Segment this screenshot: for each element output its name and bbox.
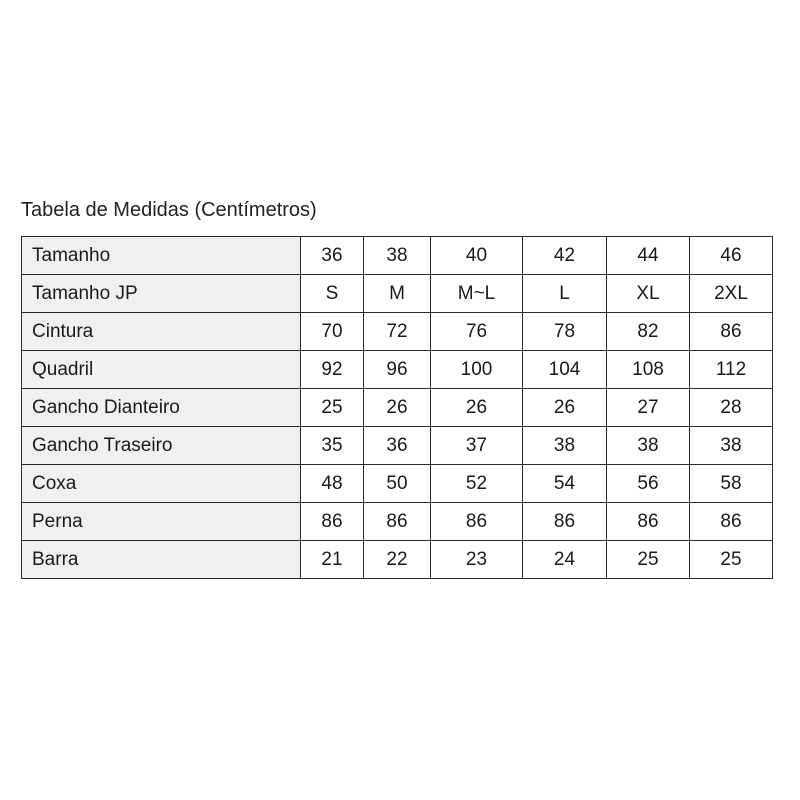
row-label: Tamanho JP: [22, 275, 301, 313]
row-label: Tamanho: [22, 237, 301, 275]
table-cell: 26: [523, 389, 607, 427]
table-cell: 26: [431, 389, 523, 427]
table-cell: 56: [607, 465, 690, 503]
table-cell: 27: [607, 389, 690, 427]
table-row: [22, 351, 773, 389]
table-cell: 86: [690, 503, 773, 541]
table-cell: 78: [523, 313, 607, 351]
table-cell: 38: [364, 237, 431, 275]
table-cell: 2XL: [690, 275, 773, 313]
table-cell: 58: [690, 465, 773, 503]
table-cell: 48: [301, 465, 364, 503]
table-cell: 72: [364, 313, 431, 351]
table-cell: 37: [431, 427, 523, 465]
table-cell: 22: [364, 541, 431, 579]
table-row: [22, 427, 773, 465]
table-row: [22, 465, 773, 503]
table-cell: 26: [364, 389, 431, 427]
size-chart-table: [21, 236, 773, 579]
table-cell: 23: [431, 541, 523, 579]
table-row: [22, 237, 773, 275]
table-cell: 82: [607, 313, 690, 351]
row-label: Coxa: [22, 465, 301, 503]
table-cell: 92: [301, 351, 364, 389]
table-cell: 36: [364, 427, 431, 465]
table-cell: L: [523, 275, 607, 313]
table-cell: 86: [607, 503, 690, 541]
table-cell: 100: [431, 351, 523, 389]
table-cell: 44: [607, 237, 690, 275]
table-cell: 24: [523, 541, 607, 579]
table-cell: 42: [523, 237, 607, 275]
table-cell: 36: [301, 237, 364, 275]
table-cell: M: [364, 275, 431, 313]
table-cell: 35: [301, 427, 364, 465]
table-cell: 25: [301, 389, 364, 427]
table-cell: 86: [431, 503, 523, 541]
table-cell: XL: [607, 275, 690, 313]
table-cell: 46: [690, 237, 773, 275]
table-cell: 112: [690, 351, 773, 389]
table-caption: Tabela de Medidas (Centímetros): [21, 199, 317, 221]
table-cell: S: [301, 275, 364, 313]
table-cell: 86: [301, 503, 364, 541]
table-cell: 28: [690, 389, 773, 427]
table-cell: 50: [364, 465, 431, 503]
table-cell: 86: [523, 503, 607, 541]
table-cell: 54: [523, 465, 607, 503]
row-label: Barra: [22, 541, 301, 579]
table-cell: 38: [523, 427, 607, 465]
row-label: Cintura: [22, 313, 301, 351]
row-label: Perna: [22, 503, 301, 541]
table-cell: 40: [431, 237, 523, 275]
table-cell: 108: [607, 351, 690, 389]
row-label: Gancho Traseiro: [22, 427, 301, 465]
table-cell: 38: [607, 427, 690, 465]
table-cell: 86: [690, 313, 773, 351]
table-row: [22, 275, 773, 313]
table-cell: 104: [523, 351, 607, 389]
table-cell: 96: [364, 351, 431, 389]
table-cell: 76: [431, 313, 523, 351]
table-row: [22, 313, 773, 351]
table-cell: 52: [431, 465, 523, 503]
row-label: Gancho Dianteiro: [22, 389, 301, 427]
row-label: Quadril: [22, 351, 301, 389]
table-cell: 70: [301, 313, 364, 351]
table-cell: 86: [364, 503, 431, 541]
table-cell: 21: [301, 541, 364, 579]
table-row: [22, 389, 773, 427]
table-cell: 25: [690, 541, 773, 579]
table-row: [22, 503, 773, 541]
table-cell: 38: [690, 427, 773, 465]
table-row: [22, 541, 773, 579]
table-cell: 25: [607, 541, 690, 579]
table-cell: M~L: [431, 275, 523, 313]
table-body: [22, 237, 773, 579]
